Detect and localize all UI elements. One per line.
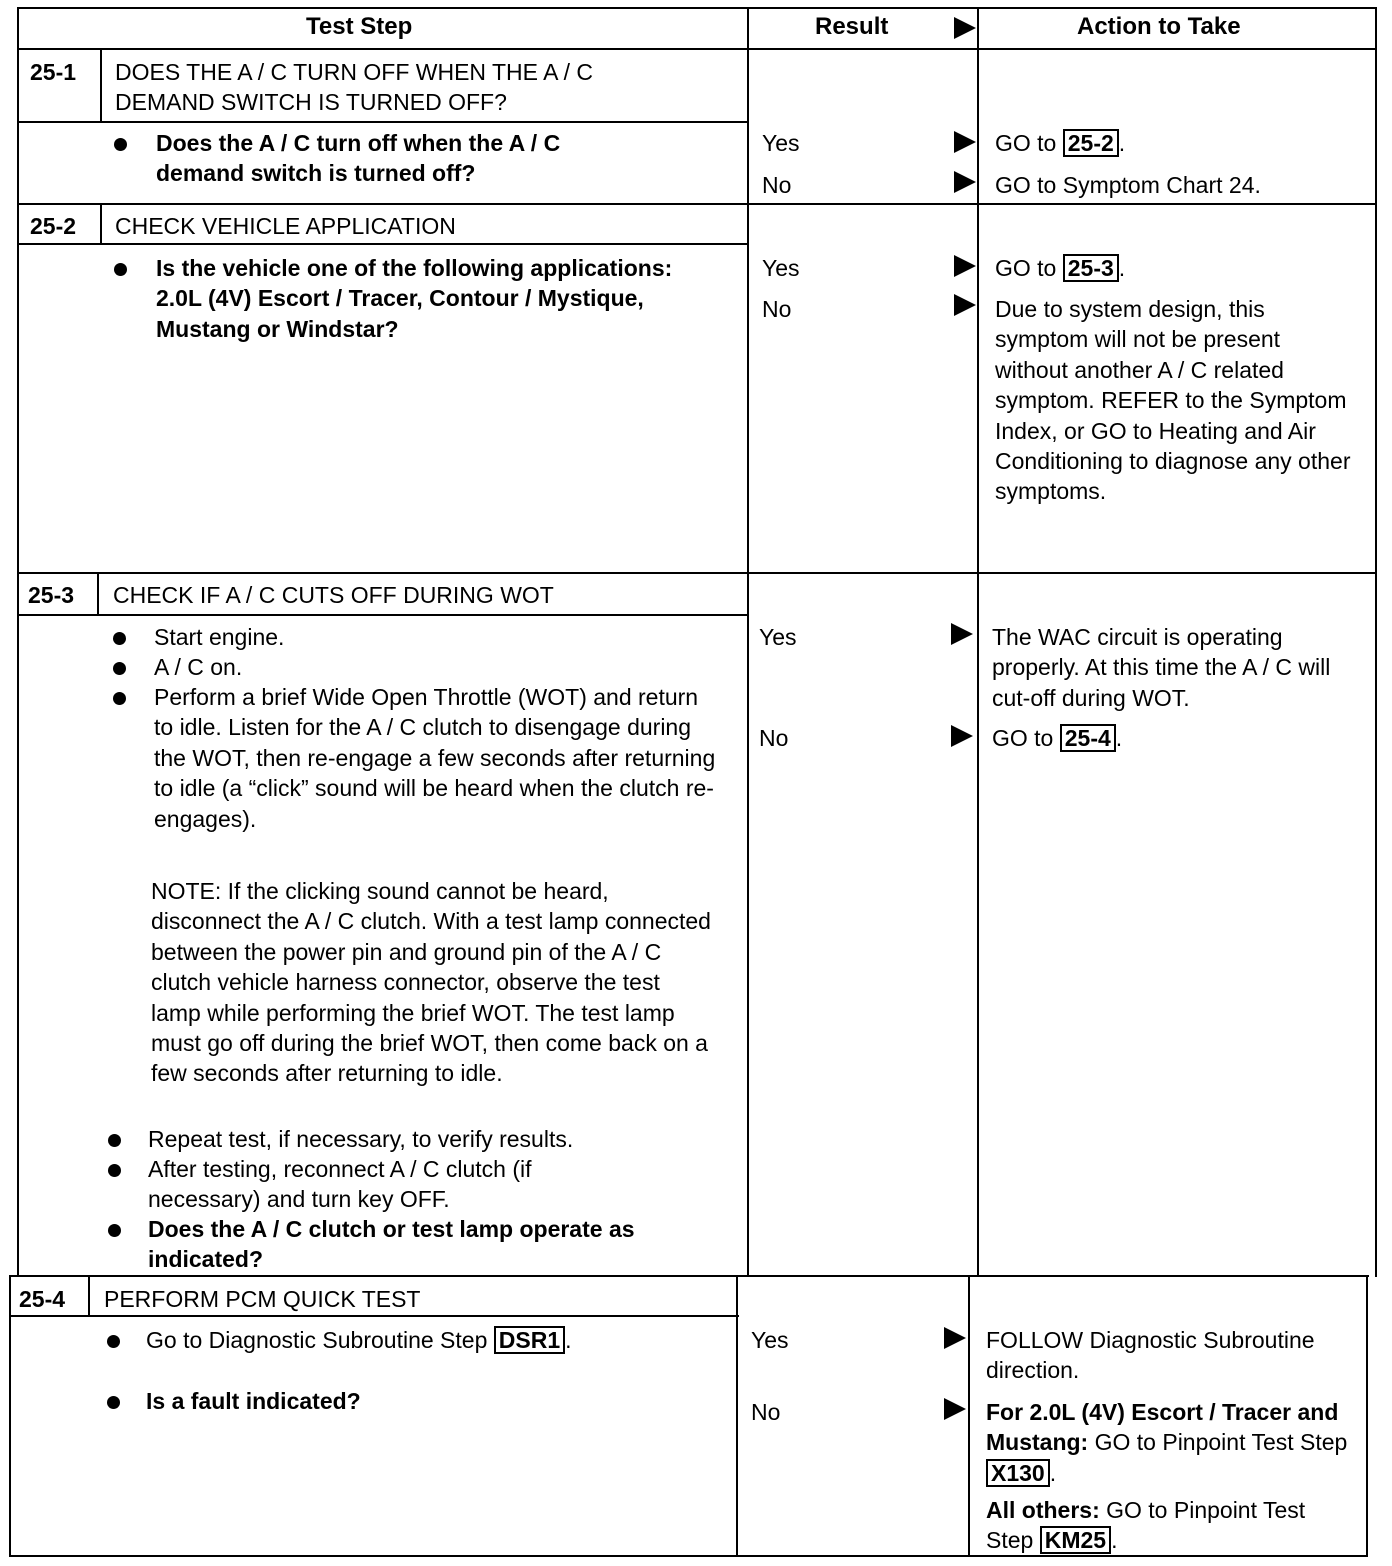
step-number: 25-1 [30, 59, 77, 85]
action-no: GO to Symptom Chart 24. [995, 172, 1261, 198]
bullet-icon [113, 632, 126, 645]
result-yes: Yes [762, 255, 800, 281]
action-punct: . [1118, 130, 1126, 156]
result-no: No [762, 296, 792, 322]
arrow-icon [944, 1327, 966, 1349]
bullet-icon [108, 1134, 121, 1147]
action-text: GO to Pinpoint Test Step [1094, 1429, 1348, 1456]
rule-s3-title [17, 614, 748, 616]
action-punct: . [1118, 255, 1126, 281]
step-link-25-2[interactable]: 25-2 [1063, 129, 1119, 157]
step-number: 25-2 [30, 213, 77, 239]
rule-right-s4 [1366, 1275, 1368, 1557]
bullet-text: Start engine. [154, 624, 285, 650]
rule-col-result-s4 [736, 1275, 738, 1557]
step-question: Does the A / C clutch or test lamp operate as indicated? [148, 1216, 635, 1273]
action-text: GO to [992, 725, 1054, 751]
action-no [992, 723, 1122, 753]
action-no-others [986, 1495, 1356, 1556]
rule-num-s2 [100, 203, 102, 244]
header-result: Result [815, 13, 889, 40]
arrow-icon [951, 623, 973, 645]
action-punct: . [1111, 1527, 1118, 1554]
bullet-text-body: Go to Diagnostic Subroutine Step [146, 1327, 488, 1353]
rule-top [17, 7, 1377, 9]
action-no: Due to system design, this symptom will not be present without another A / C related symptom. REFER to the Symptom Index, or GO to Heating and Air Conditioning to diagnose any other symptoms. [995, 296, 1351, 505]
action-text: GO to [995, 255, 1057, 281]
bullet-icon [107, 1335, 120, 1348]
action-text: GO to [995, 130, 1057, 156]
action-yes: FOLLOW Diagnostic Subroutine direction. [986, 1327, 1315, 1384]
header-action: Action to Take [1077, 13, 1241, 40]
action-punct: . [1049, 1459, 1057, 1486]
rule-num-s3 [97, 572, 99, 615]
bullet-icon [113, 662, 126, 675]
step-title: DOES THE A / C TURN OFF WHEN THE A / C DEMAND SWITCH IS TURNED OFF? [115, 59, 593, 115]
step-number: 25-3 [28, 582, 75, 608]
step-link-km25[interactable]: KM25 [1040, 1526, 1111, 1554]
rule-s4-title [9, 1315, 739, 1317]
bullet-icon [108, 1164, 121, 1177]
result-no: No [759, 725, 789, 751]
bullet-text [146, 1325, 572, 1355]
bullet-icon [114, 138, 127, 151]
rule-s3-bottom [9, 1275, 1369, 1277]
step-title: CHECK IF A / C CUTS OFF DURING WOT [113, 582, 554, 608]
step-note: NOTE: If the clicking sound cannot be heard, disconnect the A / C clutch. With a test lamp connected between the power pin and ground pin of the A / C clutch vehicle harness connector, observe the test lamp while performing the brief WOT. The test lamp must go off during the brief WOT, then come back on a few seconds after returning to idle. [151, 878, 711, 1087]
bullet-icon [114, 263, 127, 276]
rule-s2-title [17, 243, 748, 245]
bullet-text: A / C on. [154, 654, 243, 680]
result-no: No [762, 172, 792, 198]
action-text: GO to Pinpoint Test Step [986, 1497, 1306, 1554]
action-no-escort [986, 1397, 1356, 1488]
step-question: Is a fault indicated? [146, 1388, 361, 1414]
arrow-icon [954, 131, 976, 153]
step-link-x130[interactable]: X130 [986, 1459, 1050, 1487]
bullet-text: Perform a brief Wide Open Throttle (WOT) and return to idle. Listen for the A / C clutch to disengage during the WOT, then re-engage a few seconds after returning to idle (a “click” sound will be heard when the clutch re-engages). [154, 684, 716, 832]
step-link-25-3[interactable]: 25-3 [1063, 254, 1119, 282]
arrow-icon [944, 1398, 966, 1420]
rule-s1-title [17, 121, 748, 123]
rule-header-bottom [17, 48, 1377, 50]
step-question: Does the A / C turn off when the A / C demand switch is turned off? [156, 130, 561, 187]
step-title: CHECK VEHICLE APPLICATION [115, 213, 456, 239]
header-test-step: Test Step [306, 13, 413, 40]
step-number: 25-4 [19, 1286, 66, 1312]
bullet-icon [113, 692, 126, 705]
arrow-icon [954, 171, 976, 193]
result-yes: Yes [759, 624, 797, 650]
rule-col-result [747, 7, 749, 1277]
bullet-icon [108, 1224, 121, 1237]
rule-s1-bottom [17, 203, 1377, 205]
result-no: No [751, 1399, 781, 1425]
step-link-dsr1[interactable]: DSR1 [494, 1326, 565, 1354]
step-link-25-4[interactable]: 25-4 [1060, 724, 1116, 752]
result-yes: Yes [751, 1327, 789, 1353]
rule-right [1375, 7, 1377, 1277]
bullet-icon [107, 1396, 120, 1409]
rule-num-s1 [100, 48, 102, 122]
rule-s2-bottom [17, 572, 1377, 574]
rule-left-s4 [9, 1275, 11, 1557]
bullet-text: Repeat test, if necessary, to verify results. [148, 1126, 574, 1152]
action-yes [995, 128, 1125, 158]
action-label: All others: [986, 1497, 1100, 1523]
arrow-icon [954, 294, 976, 316]
step-title: PERFORM PCM QUICK TEST [104, 1286, 421, 1312]
step-question: Is the vehicle one of the following applications: 2.0L (4V) Escort / Tracer, Contour / Mystique, Mustang or Windstar? [156, 255, 673, 342]
result-yes: Yes [762, 130, 800, 156]
action-yes [995, 253, 1125, 283]
bullet-text: After testing, reconnect A / C clutch (if necessary) and turn key OFF. [148, 1156, 532, 1213]
action-punct: . [1115, 725, 1123, 751]
arrow-icon [951, 725, 973, 747]
action-label: For 2.0L (4V) Escort / Tracer and Mustang: [986, 1399, 1339, 1456]
rule-col-action [977, 7, 979, 1277]
arrow-icon [954, 255, 976, 277]
rule-col-action-s4 [968, 1275, 970, 1557]
rule-num-s4 [88, 1275, 90, 1316]
header-arrow-icon [954, 17, 976, 39]
rule-left [17, 7, 19, 1277]
bullet-punct: . [565, 1327, 572, 1353]
action-yes: The WAC circuit is operating properly. At this time the A / C will cut-off during WOT. [992, 624, 1331, 711]
